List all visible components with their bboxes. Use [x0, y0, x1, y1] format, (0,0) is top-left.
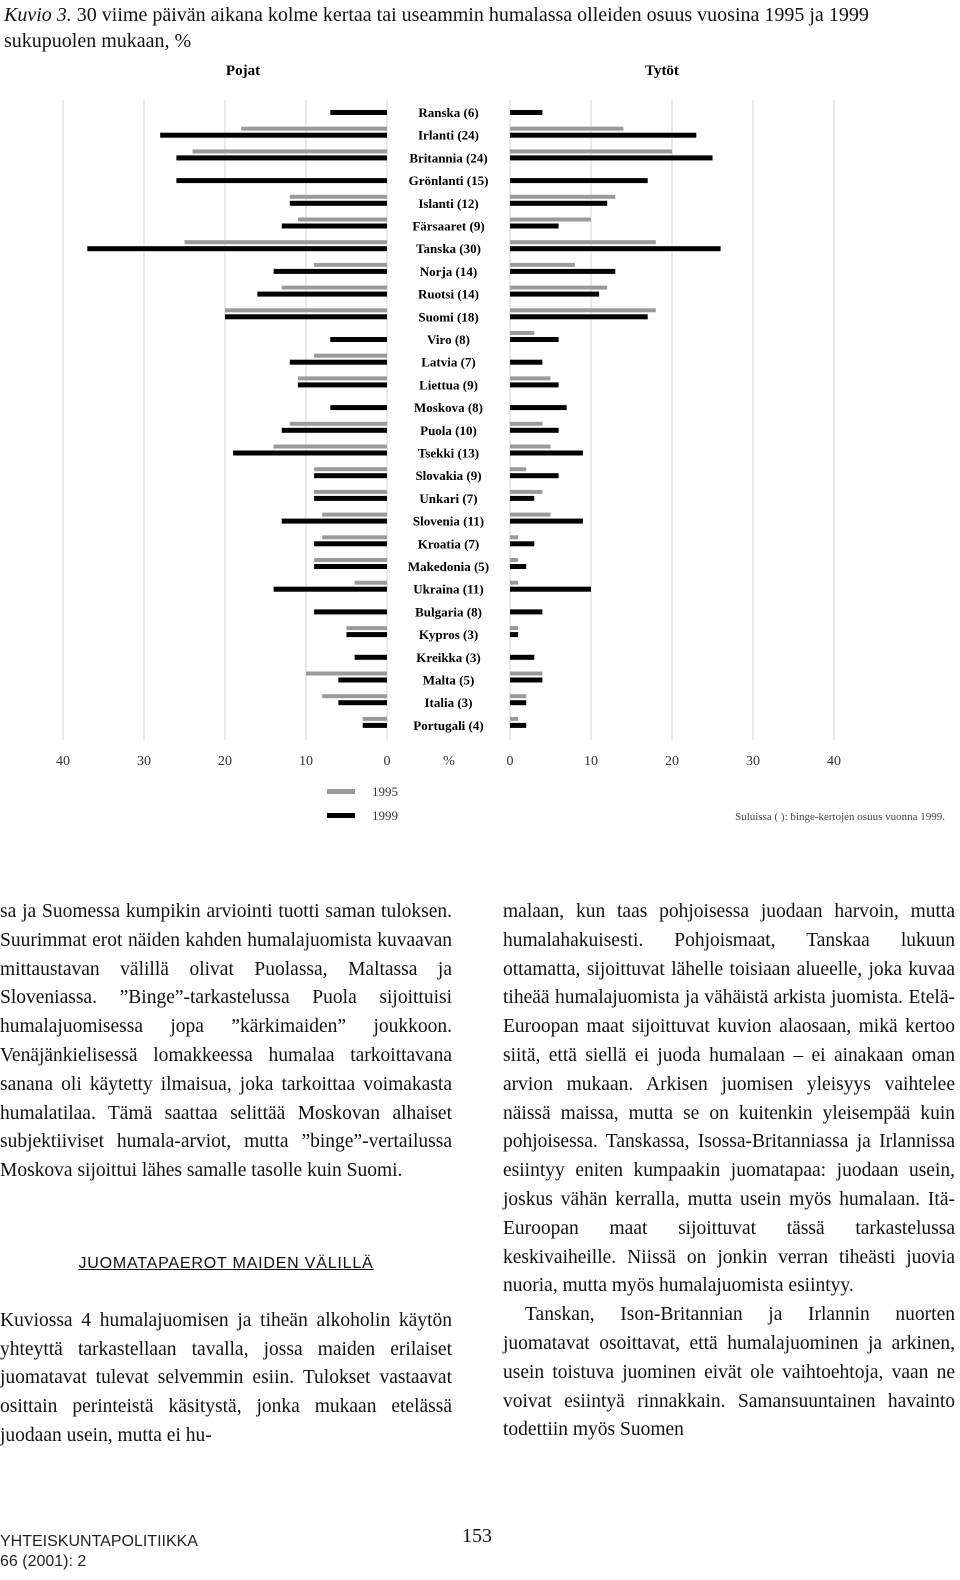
category-label: Malta (5) — [422, 672, 475, 688]
category-label: Britannia (24) — [409, 150, 488, 166]
category-label: Grönlanti (15) — [408, 173, 489, 189]
article-paragraph: malaan, kun taas pohjoisessa juodaan harvoin, mutta humalahakuisesti. Pohjoismaat, Tanskaa lukuun ottamatta, sijoittuvat lähelle toisiaan alueelle, joka kuvaa tiheää humalajuomista ja vähäistä arkista juomista. Etelä-Euroopan maat sijoittuvat kuvion alaosaan, mikä kertoo siitä, että siellä ei juoda humalaan – ei ainakaan oman arvion mukaan. Arkisen juomisen yleisyys vaihtelee näissä maissa, mutta se on kuitenkin yleisempää kuin pohjoisessa. Tanskassa, Isossa-Britanniassa ja Irlannissa esiintyy eniten kumpaakin juomatapaa: juodaan usein, joskus vähän kerralla, mutta usein myös humalaan. Itä-Euroopan maat sijoittuvat tässä tarkastelussa keskivaiheille. Niissä on jonkin verran tiheästi juovia nuoria, mutta myös humalajuomista esiintyy. — [503, 901, 955, 1297]
bar-boys-1999 — [314, 473, 387, 478]
bar-girls-1995 — [510, 490, 542, 494]
bar-boys-1999 — [314, 541, 387, 546]
category-label: Portugali (4) — [413, 717, 484, 733]
journal-footer — [0, 1532, 198, 1572]
bar-boys-1999 — [257, 292, 387, 297]
bar-girls-1995 — [510, 672, 542, 676]
bar-girls-1999 — [510, 723, 526, 728]
bar-girls-1999 — [510, 655, 534, 660]
bar-girls-1995 — [510, 717, 518, 721]
bar-girls-1999 — [510, 405, 567, 410]
bar-boys-1999 — [290, 360, 387, 365]
bar-girls-1999 — [510, 178, 648, 183]
category-label: Kreikka (3) — [416, 649, 481, 665]
bar-boys-1999 — [274, 269, 387, 274]
legend-label: 1995 — [372, 784, 398, 799]
bar-boys-1995 — [355, 581, 387, 585]
article-paragraph: sa ja Suomessa kumpikin arviointi tuotti saman tuloksen. Suurimmat erot näiden kahden humalajuomista kuvaavan mittaustavan välillä olivat Puolassa, Maltassa ja Sloveniassa. ”Binge”-tarkastelussa Puola sijoittuisi humalajuomisessa jopa ”kärkimaiden” joukkoon. Venäjänkielisessä lomakkeessa humalaa tarkoittavana sanana oli käytetty ilmaisua, joka tarkoittaa voimakasta humalatilaa. Tämä saattaa selittää Moskovan alhaiset subjektiiviset humala-arviot, mutta ”binge”-vertailussa Moskova sijoittui lähes samalle tasolle kuin Suomi. — [0, 901, 452, 1182]
bar-girls-1999 — [510, 292, 599, 297]
center-axis-label: % — [443, 754, 455, 769]
x-tick-label-boys: 0 — [383, 754, 391, 769]
bar-boys-1999 — [290, 201, 387, 206]
category-label: Unkari (7) — [419, 490, 478, 506]
bar-boys-1999 — [274, 587, 387, 592]
category-label: Islanti (12) — [418, 195, 479, 211]
bar-boys-1995 — [225, 308, 387, 312]
bar-girls-1995 — [510, 127, 623, 131]
bar-girls-1999 — [510, 496, 534, 501]
bar-girls-1995 — [510, 376, 551, 380]
bar-boys-1999 — [282, 428, 387, 433]
bar-boys-1995 — [314, 354, 387, 358]
bar-girls-1995 — [510, 467, 526, 471]
bar-girls-1999 — [510, 609, 542, 614]
bar-boys-1999 — [176, 155, 387, 160]
bar-boys-1999 — [355, 655, 387, 660]
bar-girls-1999 — [510, 314, 648, 319]
category-label: Viro (8) — [427, 332, 470, 347]
bar-girls-1999 — [510, 224, 559, 229]
bar-boys-1999 — [314, 609, 387, 614]
category-label: Norja (14) — [419, 263, 478, 279]
article-column-left — [0, 898, 452, 1451]
bar-boys-1995 — [363, 717, 387, 721]
legend-swatch — [327, 813, 355, 818]
bar-boys-1999 — [314, 496, 387, 501]
journal-name: YHTEISKUNTAPOLITIIKKA — [0, 1533, 198, 1550]
bar-boys-1995 — [314, 558, 387, 562]
bar-boys-1995 — [290, 422, 387, 426]
bar-girls-1999 — [510, 155, 713, 160]
bar-girls-1995 — [510, 626, 518, 630]
figure-caption — [4, 2, 954, 54]
category-label: Tanska (30) — [416, 241, 481, 257]
category-label: Ruotsi (14) — [417, 286, 480, 302]
category-label: Kypros (3) — [418, 627, 479, 643]
article-paragraph: Kuviossa 4 humalajuomisen ja tiheän alkoholin käytön yhteyttä tarkastellaan tavalla, jossa maiden erilaiset juomatavat tulevat selvemmin esiin. Tulokset vastaavat osittain perinteistä käsitystä, jonka mukaan etelässä juodaan usein, mutta ei hu- — [0, 1309, 452, 1446]
x-tick-label-boys: 40 — [56, 754, 70, 769]
bar-boys-1995 — [322, 535, 387, 539]
category-label: Italia (3) — [424, 695, 473, 711]
bar-boys-1995 — [322, 513, 387, 517]
bar-girls-1999 — [510, 541, 534, 546]
category-label: Ranska (6) — [418, 105, 479, 120]
bar-boys-1995 — [314, 467, 387, 471]
bar-girls-1995 — [510, 218, 591, 222]
bar-girls-1999 — [510, 428, 559, 433]
bar-boys-1999 — [338, 678, 387, 683]
figure-caption-text: 30 viime päivän aikana kolme kertaa tai useammin humalassa olleiden osuus vuosina 1995 ja 1999 sukupuolen mukaan, % — [4, 4, 869, 52]
x-tick-label-girls: 30 — [746, 754, 760, 769]
category-label: Moskova (8) — [414, 400, 483, 416]
bar-boys-1995 — [274, 445, 387, 449]
bar-boys-1999 — [233, 451, 387, 456]
bar-boys-1995 — [241, 127, 387, 131]
figure-caption-lead: Kuvio 3. — [4, 4, 72, 26]
bar-girls-1999 — [510, 269, 615, 274]
bar-girls-1995 — [510, 422, 542, 426]
bar-girls-1995 — [510, 263, 575, 267]
category-label: Liettua (9) — [419, 377, 478, 393]
section-heading: JUOMATAPAEROT MAIDEN VÄLILLÄ — [78, 1254, 374, 1272]
bar-boys-1999 — [87, 246, 387, 251]
bar-girls-1995 — [510, 286, 607, 290]
x-tick-label-boys: 20 — [218, 754, 232, 769]
bar-girls-1995 — [510, 581, 518, 585]
bar-boys-1999 — [314, 564, 387, 569]
source-note: Suluissa ( ): binge-kertojen osuus vuonna 1999. — [735, 811, 945, 823]
bar-boys-1999 — [225, 314, 387, 319]
bar-girls-1999 — [510, 360, 542, 365]
bar-boys-1995 — [298, 218, 387, 222]
bar-girls-1999 — [510, 201, 607, 206]
bar-girls-1999 — [510, 133, 696, 138]
bar-girls-1999 — [510, 451, 583, 456]
category-label: Irlanti (24) — [417, 127, 480, 143]
bar-girls-1999 — [510, 678, 542, 683]
bar-boys-1999 — [176, 178, 387, 183]
page-number: 153 — [462, 1525, 492, 1547]
x-tick-label-boys: 10 — [299, 754, 313, 769]
bar-boys-1995 — [314, 490, 387, 494]
bar-girls-1999 — [510, 473, 559, 478]
bar-boys-1995 — [306, 672, 387, 676]
bar-girls-1999 — [510, 587, 591, 592]
bar-boys-1995 — [282, 286, 387, 290]
bar-girls-1999 — [510, 382, 559, 387]
bar-girls-1995 — [510, 513, 551, 517]
right-panel-title: Tytöt — [645, 63, 679, 79]
bar-girls-1995 — [510, 535, 518, 539]
bar-boys-1999 — [330, 405, 387, 410]
bar-boys-1999 — [282, 224, 387, 229]
category-label: Bulgaria (8) — [415, 604, 482, 620]
x-tick-label-girls: 0 — [506, 754, 514, 769]
legend-label: 1999 — [372, 808, 398, 823]
bar-boys-1999 — [330, 337, 387, 342]
bar-girls-1999 — [510, 110, 542, 115]
bar-girls-1999 — [510, 700, 526, 705]
bar-boys-1999 — [282, 519, 387, 524]
bar-boys-1999 — [330, 110, 387, 115]
category-label: Suomi (18) — [418, 309, 479, 325]
bar-girls-1995 — [510, 149, 672, 153]
bar-girls-1999 — [510, 246, 721, 251]
left-panel-title: Pojat — [225, 63, 261, 79]
bar-girls-1999 — [510, 519, 583, 524]
bar-girls-1995 — [510, 558, 518, 562]
journal-issue: 66 (2001): 2 — [0, 1553, 87, 1570]
bar-boys-1999 — [363, 723, 387, 728]
bar-boys-1995 — [314, 263, 387, 267]
butterfly-bar-chart — [0, 55, 960, 845]
category-label: Puola (10) — [420, 422, 477, 438]
x-tick-label-girls: 40 — [827, 754, 841, 769]
x-tick-label-boys: 30 — [137, 754, 151, 769]
bar-girls-1995 — [510, 195, 615, 199]
x-tick-label-girls: 10 — [584, 754, 598, 769]
bar-girls-1999 — [510, 564, 526, 569]
category-label: Makedonia (5) — [407, 559, 490, 574]
article-column-right — [503, 898, 955, 1445]
bar-boys-1999 — [347, 632, 388, 637]
bar-girls-1995 — [510, 445, 551, 449]
article-paragraph: Tanskan, Ison-Britannian ja Irlannin nuorten juomatavat osoittavat, että humalajuominen ja arkinen, usein toistuva juominen eivät ole vaihtoehtoja, vaan ne voivat esiintyä rinnakkain. Samansuuntainen havainto todettiin myös Suomen — [503, 1304, 955, 1441]
bar-boys-1995 — [298, 376, 387, 380]
category-label: Slovenia (11) — [412, 513, 485, 529]
bar-boys-1995 — [193, 149, 387, 153]
category-label: Kroatia (7) — [417, 536, 480, 552]
bar-boys-1995 — [322, 694, 387, 698]
bar-boys-1995 — [347, 626, 388, 630]
x-tick-label-girls: 20 — [665, 754, 679, 769]
legend-swatch — [327, 789, 355, 794]
bar-girls-1995 — [510, 331, 534, 335]
bar-boys-1995 — [185, 240, 388, 244]
category-label: Färsaaret (9) — [412, 218, 485, 234]
bar-boys-1999 — [160, 133, 387, 138]
category-label: Tsekki (13) — [417, 445, 480, 461]
bar-girls-1995 — [510, 694, 526, 698]
category-label: Ukraina (11) — [413, 581, 484, 597]
bar-girls-1999 — [510, 337, 559, 342]
bar-girls-1999 — [510, 632, 518, 637]
bar-boys-1999 — [298, 382, 387, 387]
bar-boys-1995 — [290, 195, 387, 199]
category-label: Slovakia (9) — [415, 468, 482, 484]
category-label: Latvia (7) — [421, 354, 476, 370]
bar-girls-1995 — [510, 308, 656, 312]
bar-boys-1999 — [338, 700, 387, 705]
bar-girls-1995 — [510, 240, 656, 244]
